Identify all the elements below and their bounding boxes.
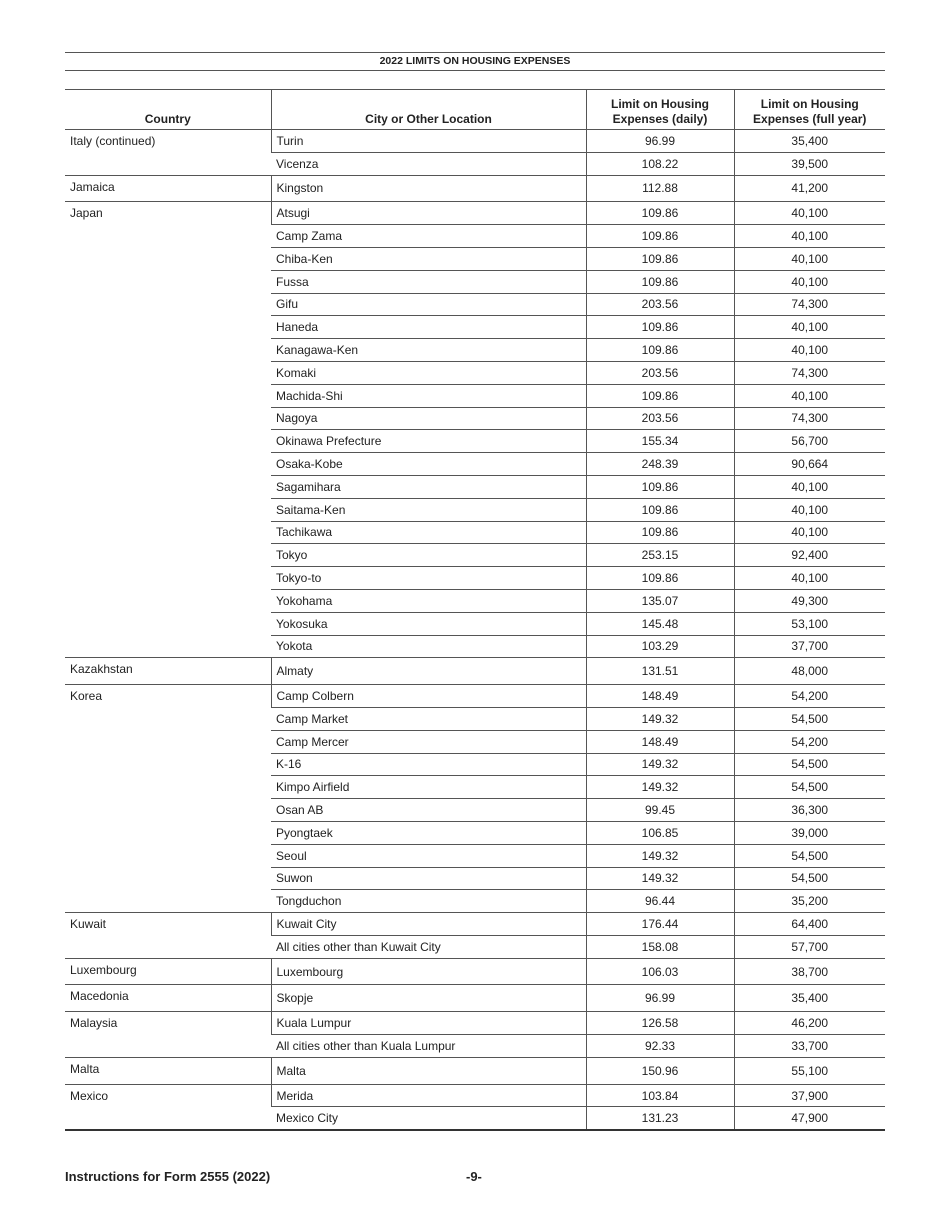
- full-year-limit-cell: 64,400: [734, 913, 885, 936]
- city-cell: Kuwait City: [271, 913, 586, 936]
- footer-form-name: Instructions for Form 2555 (2022): [65, 1169, 271, 1184]
- header-city: City or Other Location: [271, 90, 586, 130]
- full-year-limit-cell: 40,100: [734, 498, 885, 521]
- daily-limit-cell: 109.86: [586, 339, 734, 362]
- daily-limit-cell: 109.86: [586, 384, 734, 407]
- daily-limit-cell: 148.49: [586, 685, 734, 708]
- full-year-limit-cell: 35,400: [734, 130, 885, 153]
- full-year-limit-cell: 40,100: [734, 225, 885, 248]
- table-row: [65, 685, 885, 708]
- city-cell: Gifu: [271, 293, 586, 316]
- daily-limit-cell: 109.86: [586, 521, 734, 544]
- city-cell: Kanagawa-Ken: [271, 339, 586, 362]
- table-title: 2022 LIMITS ON HOUSING EXPENSES: [65, 52, 885, 71]
- daily-limit-cell: 176.44: [586, 913, 734, 936]
- daily-limit-cell: 131.51: [586, 658, 734, 685]
- daily-limit-cell: 149.32: [586, 753, 734, 776]
- daily-limit-cell: 135.07: [586, 589, 734, 612]
- city-cell: Almaty: [271, 658, 586, 685]
- full-year-limit-cell: 49,300: [734, 589, 885, 612]
- city-cell: Machida-Shi: [271, 384, 586, 407]
- full-year-limit-cell: 37,900: [734, 1084, 885, 1107]
- country-cell: Jamaica: [65, 175, 271, 202]
- table-row: [65, 1084, 885, 1107]
- country-cell: Korea: [65, 685, 271, 913]
- city-cell: Tachikawa: [271, 521, 586, 544]
- daily-limit-cell: 155.34: [586, 430, 734, 453]
- daily-limit-cell: 108.22: [586, 152, 734, 175]
- country-cell: Kuwait: [65, 913, 271, 959]
- full-year-limit-cell: 40,100: [734, 339, 885, 362]
- daily-limit-cell: 149.32: [586, 867, 734, 890]
- country-cell: Mexico: [65, 1084, 271, 1130]
- full-year-limit-cell: 54,500: [734, 753, 885, 776]
- full-year-limit-cell: 40,100: [734, 521, 885, 544]
- city-cell: Yokohama: [271, 589, 586, 612]
- full-year-limit-cell: 92,400: [734, 544, 885, 567]
- city-cell: Osan AB: [271, 799, 586, 822]
- full-year-limit-cell: 54,500: [734, 867, 885, 890]
- city-cell: Pyongtaek: [271, 821, 586, 844]
- city-cell: Saitama-Ken: [271, 498, 586, 521]
- city-cell: Seoul: [271, 844, 586, 867]
- daily-limit-cell: 109.86: [586, 475, 734, 498]
- city-cell: Tongduchon: [271, 890, 586, 913]
- daily-limit-cell: 96.44: [586, 890, 734, 913]
- city-cell: Camp Market: [271, 707, 586, 730]
- full-year-limit-cell: 41,200: [734, 175, 885, 202]
- full-year-limit-cell: 40,100: [734, 567, 885, 590]
- header-full-year-limit: Limit on Housing Expenses (full year): [734, 90, 885, 130]
- daily-limit-cell: 112.88: [586, 175, 734, 202]
- daily-limit-cell: 92.33: [586, 1035, 734, 1058]
- country-cell: Malta: [65, 1057, 271, 1084]
- daily-limit-cell: 126.58: [586, 1012, 734, 1035]
- city-cell: Chiba-Ken: [271, 247, 586, 270]
- daily-limit-cell: 145.48: [586, 612, 734, 635]
- housing-limits-table: [65, 89, 885, 1131]
- country-cell: Kazakhstan: [65, 658, 271, 685]
- country-cell: Macedonia: [65, 985, 271, 1012]
- full-year-limit-cell: 35,200: [734, 890, 885, 913]
- full-year-limit-cell: 40,100: [734, 202, 885, 225]
- city-cell: Atsugi: [271, 202, 586, 225]
- daily-limit-cell: 109.86: [586, 567, 734, 590]
- daily-limit-cell: 253.15: [586, 544, 734, 567]
- city-cell: All cities other than Kuwait City: [271, 935, 586, 958]
- city-cell: Sagamihara: [271, 475, 586, 498]
- city-cell: Merida: [271, 1084, 586, 1107]
- city-cell: All cities other than Kuala Lumpur: [271, 1035, 586, 1058]
- full-year-limit-cell: 39,000: [734, 821, 885, 844]
- full-year-limit-cell: 54,500: [734, 844, 885, 867]
- full-year-limit-cell: 36,300: [734, 799, 885, 822]
- full-year-limit-cell: 57,700: [734, 935, 885, 958]
- table-row: [65, 913, 885, 936]
- full-year-limit-cell: 74,300: [734, 407, 885, 430]
- table-row: [65, 202, 885, 225]
- city-cell: K-16: [271, 753, 586, 776]
- full-year-limit-cell: 48,000: [734, 658, 885, 685]
- country-cell: Malaysia: [65, 1012, 271, 1058]
- daily-limit-cell: 106.85: [586, 821, 734, 844]
- daily-limit-cell: 109.86: [586, 202, 734, 225]
- daily-limit-cell: 109.86: [586, 247, 734, 270]
- city-cell: Kingston: [271, 175, 586, 202]
- full-year-limit-cell: 90,664: [734, 453, 885, 476]
- daily-limit-cell: 150.96: [586, 1057, 734, 1084]
- table-row: [65, 1057, 885, 1084]
- daily-limit-cell: 109.86: [586, 270, 734, 293]
- full-year-limit-cell: 38,700: [734, 958, 885, 985]
- city-cell: Tokyo: [271, 544, 586, 567]
- full-year-limit-cell: 54,500: [734, 776, 885, 799]
- full-year-limit-cell: 39,500: [734, 152, 885, 175]
- daily-limit-cell: 103.84: [586, 1084, 734, 1107]
- country-cell: Japan: [65, 202, 271, 658]
- daily-limit-cell: 96.99: [586, 985, 734, 1012]
- full-year-limit-cell: 33,700: [734, 1035, 885, 1058]
- full-year-limit-cell: 74,300: [734, 361, 885, 384]
- city-cell: Vicenza: [271, 152, 586, 175]
- city-cell: Haneda: [271, 316, 586, 339]
- header-country: Country: [65, 90, 271, 130]
- city-cell: Camp Colbern: [271, 685, 586, 708]
- city-cell: Nagoya: [271, 407, 586, 430]
- daily-limit-cell: 158.08: [586, 935, 734, 958]
- country-cell: Luxembourg: [65, 958, 271, 985]
- daily-limit-cell: 109.86: [586, 225, 734, 248]
- full-year-limit-cell: 47,900: [734, 1107, 885, 1130]
- full-year-limit-cell: 40,100: [734, 270, 885, 293]
- daily-limit-cell: 106.03: [586, 958, 734, 985]
- full-year-limit-cell: 40,100: [734, 475, 885, 498]
- table-row: [65, 175, 885, 202]
- city-cell: Suwon: [271, 867, 586, 890]
- header-daily-limit: Limit on Housing Expenses (daily): [586, 90, 734, 130]
- city-cell: Osaka-Kobe: [271, 453, 586, 476]
- table-row: [65, 658, 885, 685]
- city-cell: Camp Zama: [271, 225, 586, 248]
- city-cell: Yokota: [271, 635, 586, 658]
- table-row: [65, 1012, 885, 1035]
- full-year-limit-cell: 46,200: [734, 1012, 885, 1035]
- city-cell: Yokosuka: [271, 612, 586, 635]
- table-row: [65, 958, 885, 985]
- full-year-limit-cell: 54,200: [734, 685, 885, 708]
- full-year-limit-cell: 56,700: [734, 430, 885, 453]
- table-row: [65, 130, 885, 153]
- full-year-limit-cell: 35,400: [734, 985, 885, 1012]
- city-cell: Mexico City: [271, 1107, 586, 1130]
- daily-limit-cell: 109.86: [586, 316, 734, 339]
- city-cell: Kimpo Airfield: [271, 776, 586, 799]
- daily-limit-cell: 149.32: [586, 776, 734, 799]
- city-cell: Tokyo-to: [271, 567, 586, 590]
- daily-limit-cell: 149.32: [586, 707, 734, 730]
- city-cell: Skopje: [271, 985, 586, 1012]
- city-cell: Turin: [271, 130, 586, 153]
- full-year-limit-cell: 37,700: [734, 635, 885, 658]
- table-row: [65, 985, 885, 1012]
- header-row: [65, 90, 885, 130]
- full-year-limit-cell: 40,100: [734, 384, 885, 407]
- full-year-limit-cell: 55,100: [734, 1057, 885, 1084]
- full-year-limit-cell: 53,100: [734, 612, 885, 635]
- city-cell: Malta: [271, 1057, 586, 1084]
- daily-limit-cell: 203.56: [586, 407, 734, 430]
- daily-limit-cell: 148.49: [586, 730, 734, 753]
- footer-page-number: -9-: [466, 1169, 482, 1184]
- city-cell: Kuala Lumpur: [271, 1012, 586, 1035]
- daily-limit-cell: 131.23: [586, 1107, 734, 1130]
- daily-limit-cell: 203.56: [586, 293, 734, 316]
- full-year-limit-cell: 40,100: [734, 316, 885, 339]
- city-cell: Camp Mercer: [271, 730, 586, 753]
- full-year-limit-cell: 40,100: [734, 247, 885, 270]
- full-year-limit-cell: 54,200: [734, 730, 885, 753]
- daily-limit-cell: 203.56: [586, 361, 734, 384]
- full-year-limit-cell: 74,300: [734, 293, 885, 316]
- city-cell: Fussa: [271, 270, 586, 293]
- table-body: [65, 130, 885, 1131]
- daily-limit-cell: 103.29: [586, 635, 734, 658]
- daily-limit-cell: 109.86: [586, 498, 734, 521]
- full-year-limit-cell: 54,500: [734, 707, 885, 730]
- city-cell: Luxembourg: [271, 958, 586, 985]
- city-cell: Komaki: [271, 361, 586, 384]
- daily-limit-cell: 99.45: [586, 799, 734, 822]
- city-cell: Okinawa Prefecture: [271, 430, 586, 453]
- daily-limit-cell: 96.99: [586, 130, 734, 153]
- country-cell: Italy (continued): [65, 130, 271, 176]
- daily-limit-cell: 149.32: [586, 844, 734, 867]
- daily-limit-cell: 248.39: [586, 453, 734, 476]
